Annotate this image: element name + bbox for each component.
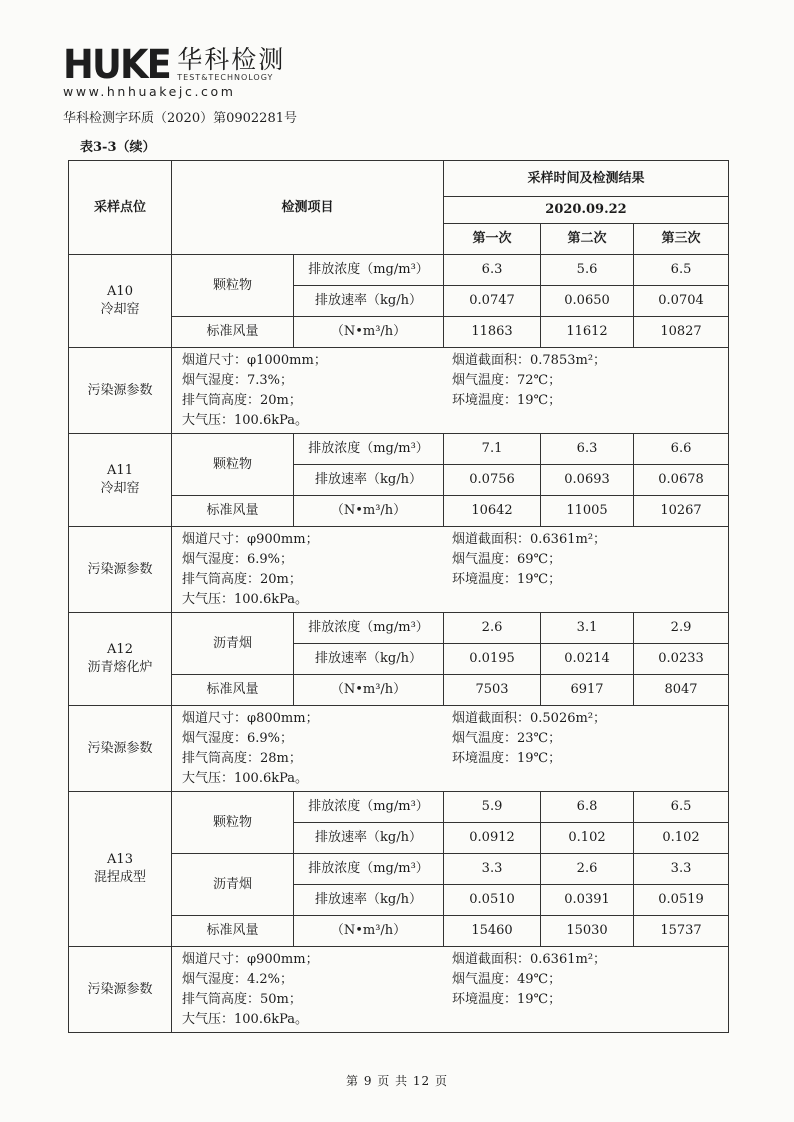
- value-cell: 0.0678: [634, 465, 729, 496]
- flow-label: 标准风量: [172, 916, 294, 947]
- flow-label: 标准风量: [172, 675, 294, 706]
- param-pressure: 大气压：100.6kPa。: [182, 413, 309, 428]
- param-stack-height: 排气筒高度：20m；: [182, 393, 302, 408]
- value-cell: 3.3: [444, 854, 541, 885]
- param-ambient-temp: 环境温度：19℃；: [452, 751, 562, 766]
- param-duct-area: 烟道截面积：0.5026m²；: [452, 711, 607, 726]
- pollutant-name: 颗粒物: [172, 792, 294, 854]
- param-humidity: 烟气湿度：6.9%；: [182, 731, 294, 746]
- pollutant-name: 沥青烟: [172, 613, 294, 675]
- param-duct-area: 烟道截面积：0.6361m²；: [452, 532, 607, 547]
- value-cell: 0.0756: [444, 465, 541, 496]
- value-cell: 15460: [444, 916, 541, 947]
- value-cell: 6.5: [634, 255, 729, 286]
- value-cell: 11863: [444, 317, 541, 348]
- param-label: 污染源参数: [69, 527, 172, 613]
- value-cell: 6.3: [444, 255, 541, 286]
- param-block: [172, 947, 729, 1033]
- rate-label: 排放速率（kg/h）: [294, 823, 444, 854]
- param-duct-size: 烟道尺寸：φ1000mm；: [182, 353, 327, 368]
- param-block: [172, 706, 729, 792]
- value-cell: 2.9: [634, 613, 729, 644]
- pollutant-name: 沥青烟: [172, 854, 294, 916]
- conc-label: 排放浓度（mg/m³）: [294, 792, 444, 823]
- table-title: 表3-3（续）: [80, 140, 156, 155]
- param-humidity: 烟气湿度：6.9%；: [182, 552, 294, 567]
- param-duct-area: 烟道截面积：0.7853m²；: [452, 353, 607, 368]
- value-cell: 6.8: [541, 792, 634, 823]
- param-label: 污染源参数: [69, 706, 172, 792]
- value-cell: 0.0912: [444, 823, 541, 854]
- param-stack-height: 排气筒高度：50m；: [182, 992, 302, 1007]
- value-cell: 0.0519: [634, 885, 729, 916]
- point-name: 沥青熔化炉: [87, 660, 153, 675]
- page-number: 第 9 页 共 12 页: [346, 1074, 448, 1088]
- value-cell: 0.0510: [444, 885, 541, 916]
- header-sampling-point: 采样点位: [69, 161, 172, 255]
- param-stack-height: 排气筒高度：28m；: [182, 751, 302, 766]
- value-cell: 0.0747: [444, 286, 541, 317]
- param-pressure: 大气压：100.6kPa。: [182, 1012, 309, 1027]
- point-id: A11: [107, 463, 133, 478]
- value-cell: 11612: [541, 317, 634, 348]
- flow-label: 标准风量: [172, 496, 294, 527]
- param-gas-temp: 烟气温度：49℃；: [452, 972, 562, 987]
- logo-english-name: TEST&TECHNOLOGY: [177, 73, 274, 82]
- param-ambient-temp: 环境温度：19℃；: [452, 393, 562, 408]
- flow-unit: （N•m³/h）: [294, 916, 444, 947]
- sampling-point: [69, 792, 172, 947]
- value-cell: 11005: [541, 496, 634, 527]
- value-cell: 0.0693: [541, 465, 634, 496]
- param-block: [172, 527, 729, 613]
- value-cell: 5.6: [541, 255, 634, 286]
- header-time-2: 第二次: [541, 224, 634, 255]
- value-cell: 6.3: [541, 434, 634, 465]
- param-pressure: 大气压：100.6kPa。: [182, 592, 309, 607]
- param-label: 污染源参数: [69, 947, 172, 1033]
- header-results: 采样时间及检测结果: [444, 161, 729, 197]
- rate-label: 排放速率（kg/h）: [294, 465, 444, 496]
- value-cell: 0.0650: [541, 286, 634, 317]
- param-gas-temp: 烟气温度：72℃；: [452, 373, 562, 388]
- point-name: 混捏成型: [93, 870, 146, 885]
- value-cell: 6917: [541, 675, 634, 706]
- value-cell: 2.6: [444, 613, 541, 644]
- value-cell: 0.0704: [634, 286, 729, 317]
- flow-unit: （N•m³/h）: [294, 496, 444, 527]
- value-cell: 15737: [634, 916, 729, 947]
- param-duct-size: 烟道尺寸：φ900mm；: [182, 952, 319, 967]
- value-cell: 15030: [541, 916, 634, 947]
- conc-label: 排放浓度（mg/m³）: [294, 854, 444, 885]
- flow-unit: （N•m³/h）: [294, 317, 444, 348]
- results-table: [68, 160, 729, 1033]
- value-cell: 8047: [634, 675, 729, 706]
- param-pressure: 大气压：100.6kPa。: [182, 771, 309, 786]
- value-cell: 10827: [634, 317, 729, 348]
- value-cell: 3.3: [634, 854, 729, 885]
- value-cell: 0.0214: [541, 644, 634, 675]
- value-cell: 6.5: [634, 792, 729, 823]
- value-cell: 0.0391: [541, 885, 634, 916]
- param-stack-height: 排气筒高度：20m；: [182, 572, 302, 587]
- param-duct-size: 烟道尺寸：φ800mm；: [182, 711, 319, 726]
- param-gas-temp: 烟气温度：23℃；: [452, 731, 562, 746]
- param-gas-temp: 烟气温度：69℃；: [452, 552, 562, 567]
- value-cell: 0.0233: [634, 644, 729, 675]
- header-time-1: 第一次: [444, 224, 541, 255]
- header-time-3: 第三次: [634, 224, 729, 255]
- value-cell: 0.102: [541, 823, 634, 854]
- sampling-point: [69, 434, 172, 527]
- param-duct-area: 烟道截面积：0.6361m²；: [452, 952, 607, 967]
- point-id: A13: [107, 852, 133, 867]
- param-humidity: 烟气湿度：4.2%；: [182, 972, 294, 987]
- report-number: 华科检测字环质（2020）第0902281号: [63, 111, 297, 126]
- value-cell: 6.6: [634, 434, 729, 465]
- sampling-point: [69, 255, 172, 348]
- param-label: 污染源参数: [69, 348, 172, 434]
- param-ambient-temp: 环境温度：19℃；: [452, 572, 562, 587]
- value-cell: 7.1: [444, 434, 541, 465]
- conc-label: 排放浓度（mg/m³）: [294, 434, 444, 465]
- value-cell: 3.1: [541, 613, 634, 644]
- param-humidity: 烟气湿度：7.3%；: [182, 373, 294, 388]
- point-name: 冷却窑: [100, 302, 140, 317]
- value-cell: 5.9: [444, 792, 541, 823]
- value-cell: 2.6: [541, 854, 634, 885]
- header-test-item: 检测项目: [172, 161, 444, 255]
- value-cell: 7503: [444, 675, 541, 706]
- logo-mark: HUKE: [63, 42, 170, 88]
- point-name: 冷却窑: [100, 481, 140, 496]
- sampling-point: [69, 613, 172, 706]
- value-cell: 10642: [444, 496, 541, 527]
- param-duct-size: 烟道尺寸：φ900mm；: [182, 532, 319, 547]
- pollutant-name: 颗粒物: [172, 255, 294, 317]
- conc-label: 排放浓度（mg/m³）: [294, 255, 444, 286]
- param-block: [172, 348, 729, 434]
- value-cell: 10267: [634, 496, 729, 527]
- rate-label: 排放速率（kg/h）: [294, 885, 444, 916]
- value-cell: 0.102: [634, 823, 729, 854]
- rate-label: 排放速率（kg/h）: [294, 286, 444, 317]
- flow-label: 标准风量: [172, 317, 294, 348]
- value-cell: 0.0195: [444, 644, 541, 675]
- point-id: A10: [107, 284, 133, 299]
- company-logo: [63, 42, 286, 88]
- logo-chinese-name: 华科检测: [177, 45, 286, 74]
- rate-label: 排放速率（kg/h）: [294, 644, 444, 675]
- point-id: A12: [107, 642, 133, 657]
- flow-unit: （N•m³/h）: [294, 675, 444, 706]
- param-ambient-temp: 环境温度：19℃；: [452, 992, 562, 1007]
- company-website: www.hnhuakejc.com: [63, 84, 236, 99]
- header-date: 2020.09.22: [444, 197, 729, 224]
- pollutant-name: 颗粒物: [172, 434, 294, 496]
- conc-label: 排放浓度（mg/m³）: [294, 613, 444, 644]
